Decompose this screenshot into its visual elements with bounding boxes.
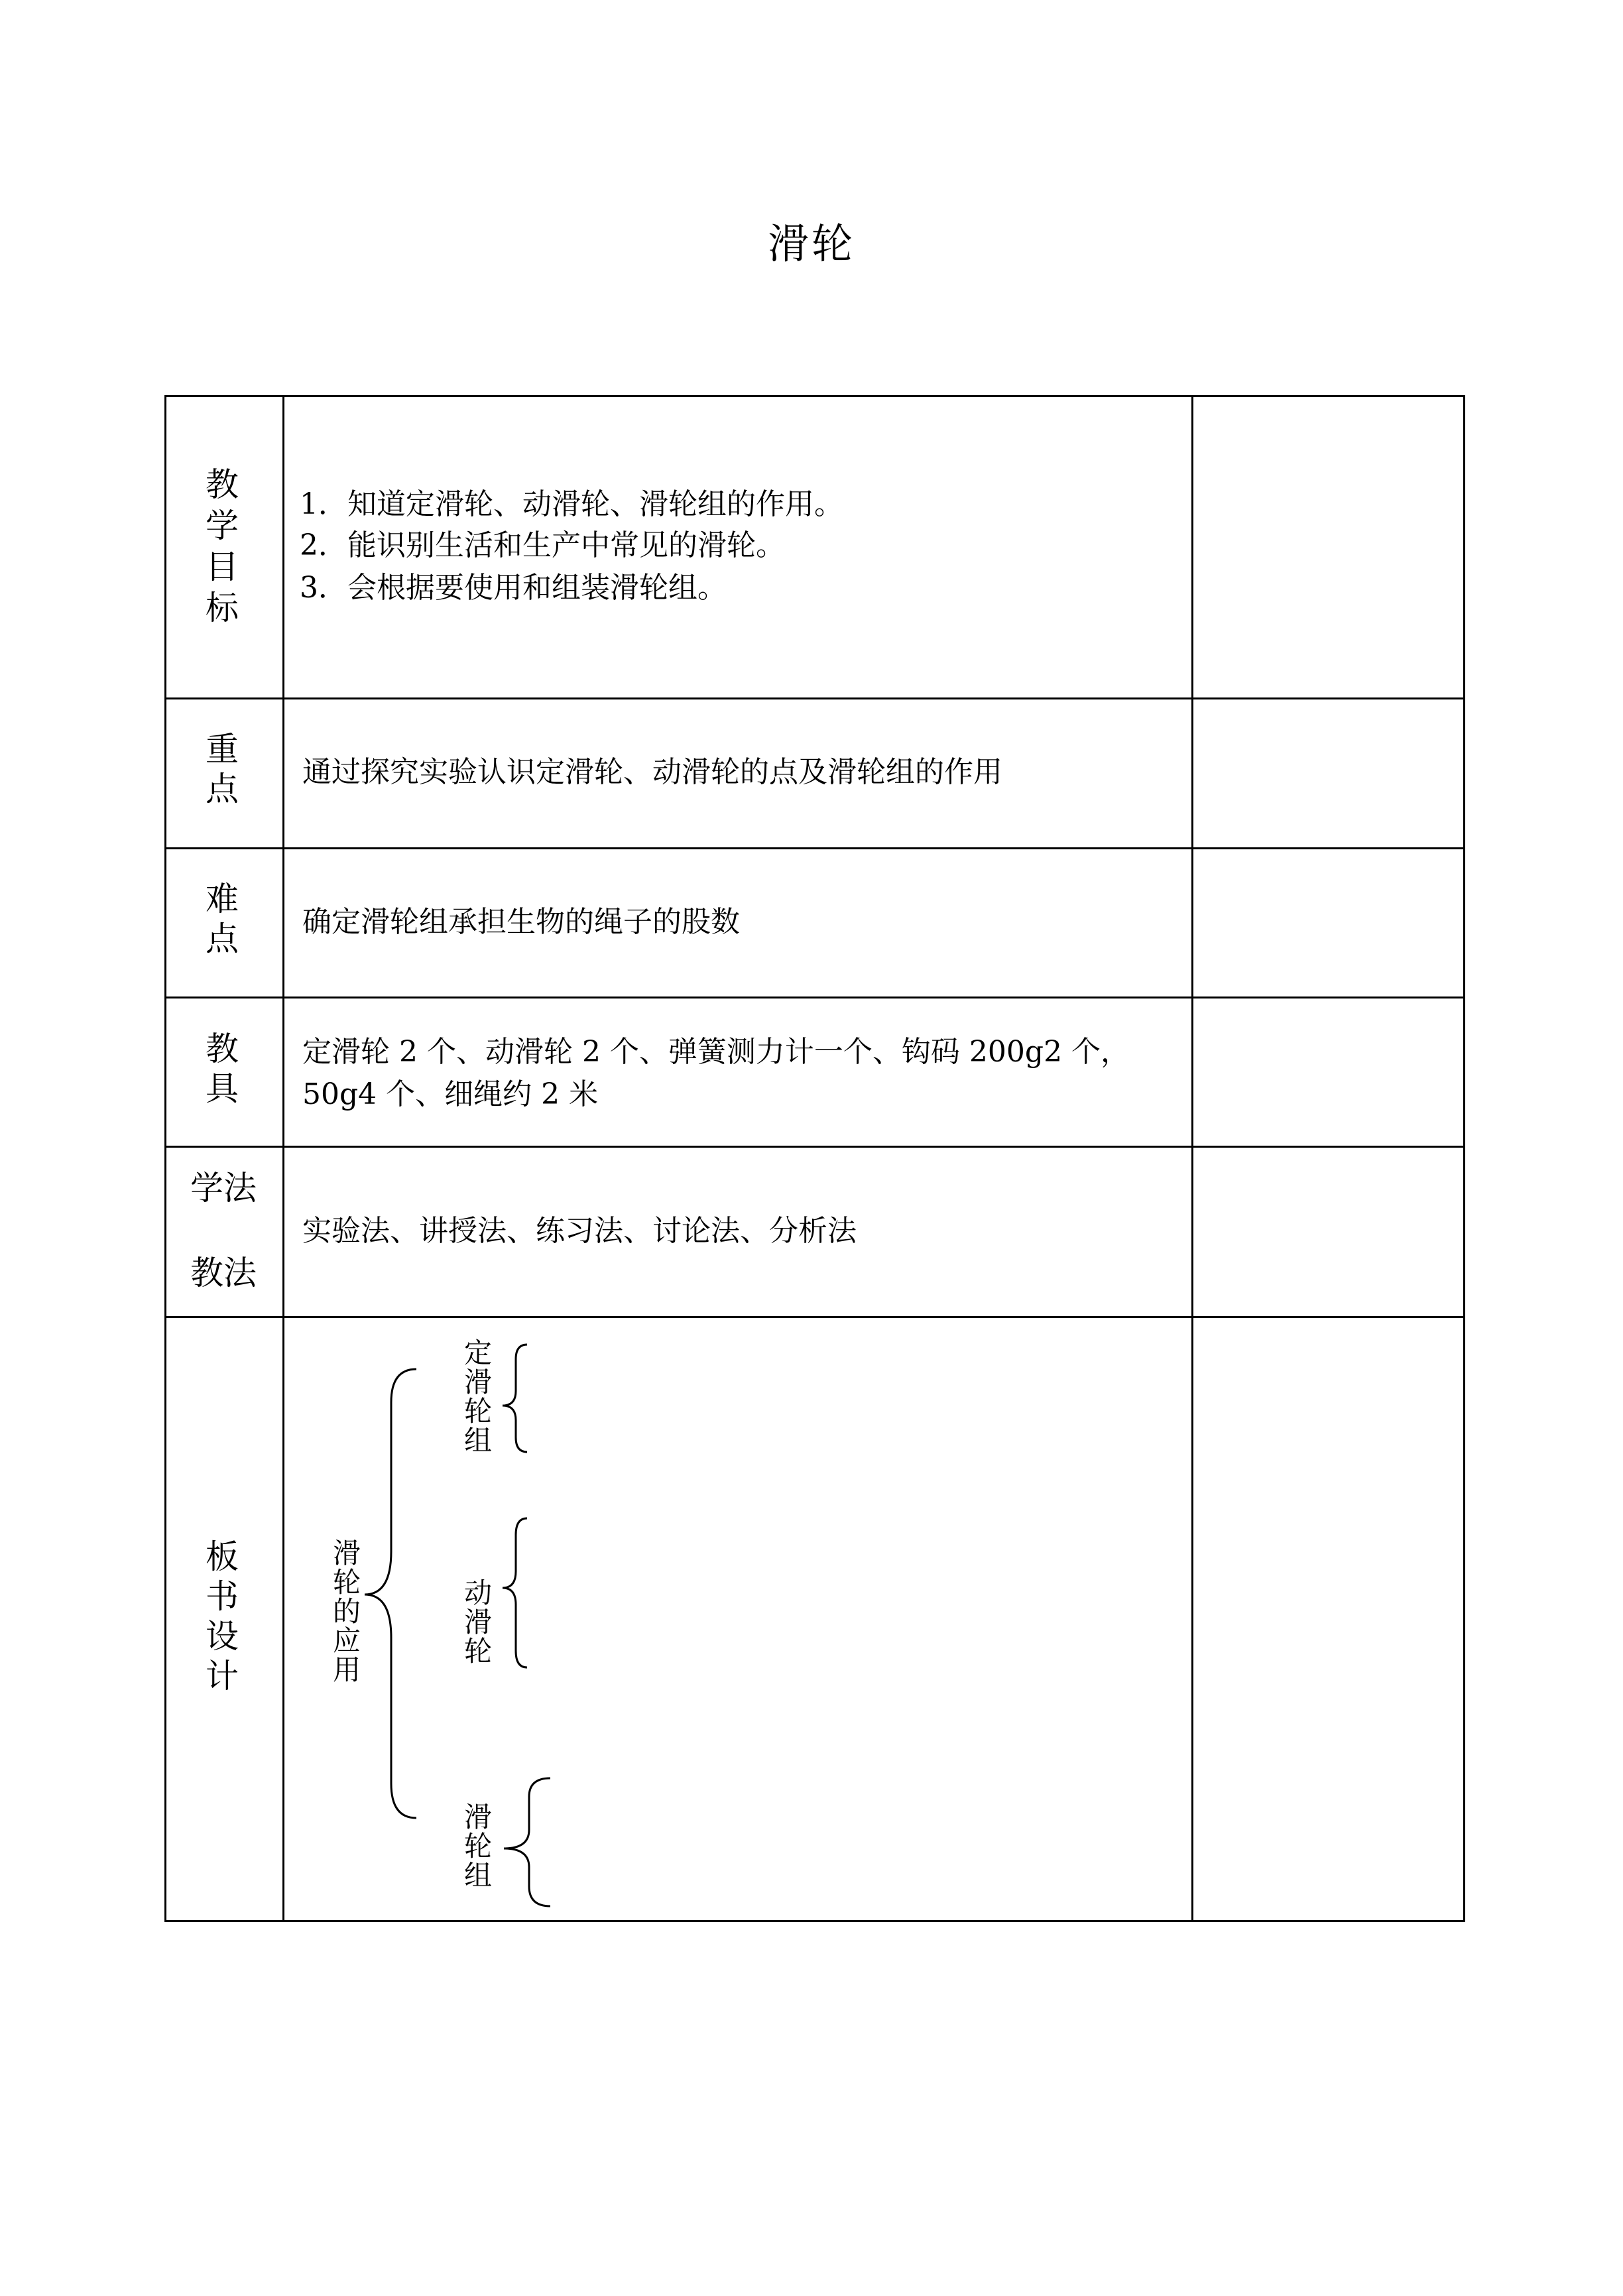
methods-label-teaching: 教法 [190, 1254, 257, 1292]
difficulty-text: 确定滑轮组承担生物的绳子的股数 [302, 905, 740, 939]
equipment-text-line-1: 定滑轮 2 个、动滑轮 2 个、弹簧测力计一个、钩码 200g2 个， [302, 1035, 1130, 1069]
goals-label: 教学目标 [206, 465, 239, 627]
page-title: 滑轮 [767, 219, 855, 268]
methods-text: 实验法、讲授法、练习法、讨论法、分析法 [302, 1214, 857, 1248]
branch-brace-block [504, 1778, 550, 1906]
equipment-label: 教具 [206, 1030, 239, 1108]
methods-label-learning: 学法 [190, 1169, 257, 1207]
board-branch-block: 滑轮组 [460, 1802, 493, 1890]
root-brace [365, 1369, 416, 1818]
goals-item-2: 2．能识别生活和生产中常见的滑轮。 [300, 528, 785, 562]
goals-item-1: 1．知道定滑轮、动滑轮、滑轮组的作用。 [300, 487, 843, 521]
board-label: 板书设计 [206, 1538, 239, 1695]
equipment-text-line-2: 50g4 个、细绳约 2 米 [302, 1077, 599, 1111]
board-root-label: 滑轮的应用 [329, 1538, 361, 1684]
branch-brace-movable [503, 1518, 527, 1667]
board-branch-fixed: 定滑轮组 [460, 1338, 493, 1455]
key-points-label: 重点 [206, 730, 239, 808]
branch-brace-fixed [503, 1345, 527, 1452]
board-branch-movable: 动滑轮 [460, 1578, 493, 1665]
difficulty-label: 难点 [206, 880, 239, 958]
key-points-text: 通过探究实验认识定滑轮、动滑轮的点及滑轮组的作用 [302, 755, 1002, 789]
goals-item-3: 3．会根据要使用和组装滑轮组。 [300, 571, 727, 605]
